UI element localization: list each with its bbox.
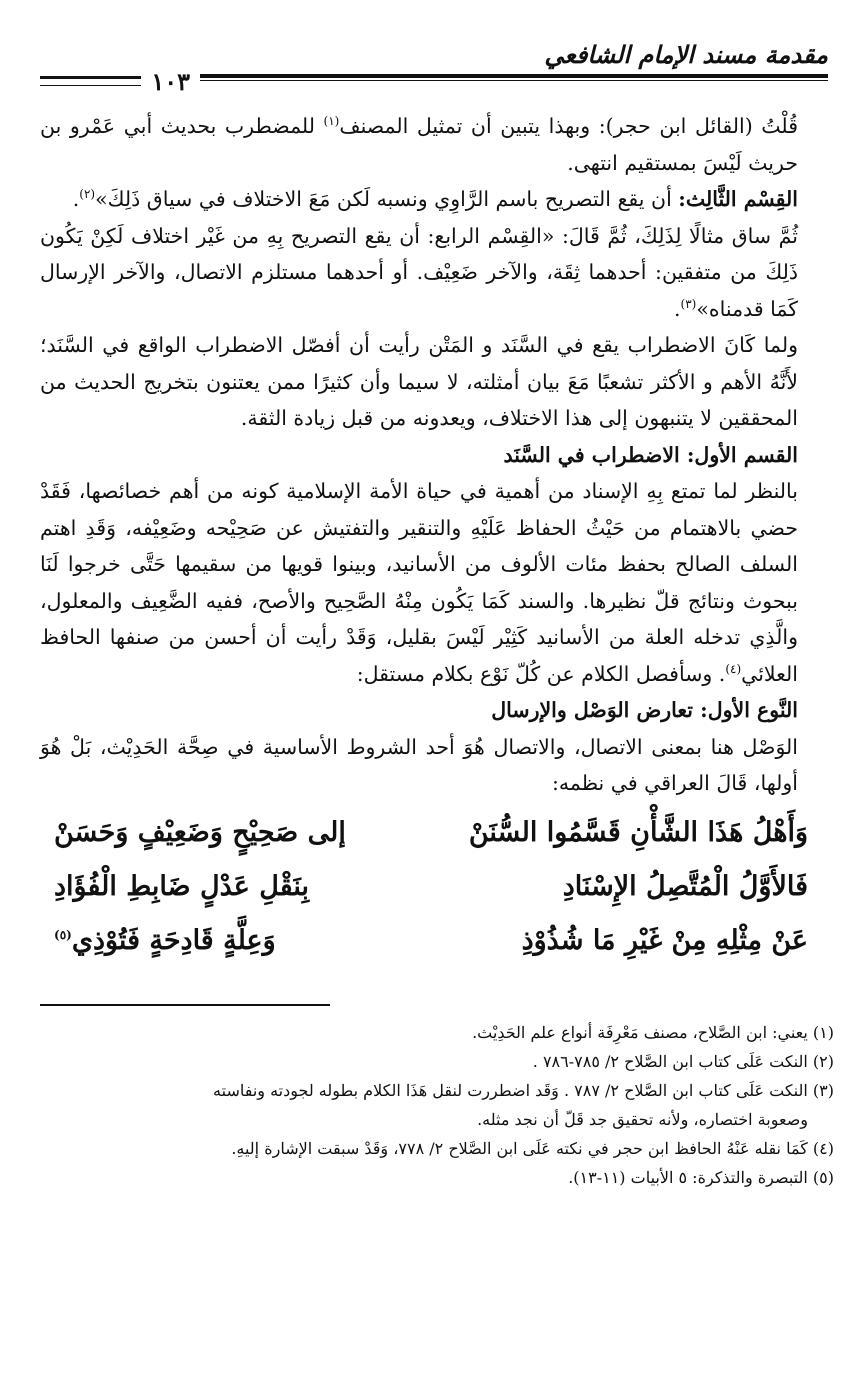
verse-first-hemistich: فَالأَوَّلُ الْمُتَّصِلُ الإِسْنَادِ (562, 870, 808, 902)
verse-second-hemistich: إلى صَحِيْحٍ وَضَعِيْفٍ وَحَسَنْ (54, 816, 346, 848)
paragraph-text: ثُمَّ ساق مثالًا لِذَلِكَ، ثُمَّ قَالَ: «القِسْم الرابع: أن يقع التصريح بِهِ من غَيْر اختلاف لَكِنْ يَكُون ذَلِكَ من متفقين: أحدهما ثِقَة، والآخر ضَعِيْف. أو أحدهما مستلزم الاتصال، والآخر الإرسال كَمَا قدمناه» (40, 223, 798, 321)
paragraph (40, 218, 828, 328)
footnote-separator (40, 1004, 330, 1006)
paragraph (40, 327, 828, 437)
paragraph-text: للمضطرب بحديث أبي عَمْرو بن حريث لَيْسَ بمستقيم انتهى. (40, 114, 798, 175)
verse-first-hemistich: عَنْ مِثْلِهِ مِنْ غَيْرِ مَا شُذُوْذِ (521, 924, 808, 956)
footnote-continuation: وصعوبة اختصاره، ولأنه تحقيق جد قَلّ أن نجد مثله. (477, 1109, 808, 1129)
page-number: ١٠٣ (141, 67, 200, 96)
paragraph-text: ولما كَانَ الاضطراب يقع في السَّنَد و المَتْن رأيت أن أفصّل الاضطراب الواقع في السَّنَد؛ لأَنَّهُ الأهم و الأكثر تشعبًا مَعَ بيان أمثلته، لا سيما وأن كثيرًا ممن يعتنون بتخريج الحديث من المحققين لا يتنبهون إلى هذا الاختلاف، ويعدونه من قبل زيادة الثقة. (40, 333, 798, 430)
paragraph (40, 729, 828, 802)
page-number-rule (40, 76, 141, 86)
footnote-ref: (٢) (79, 187, 96, 202)
paragraph (40, 108, 828, 181)
footnote-ref: (٥) (54, 927, 72, 942)
poem-verse (40, 860, 828, 914)
heading-text: النَّوع الأول: تعارض الوَصْل والإرسال (491, 698, 798, 722)
paragraph (40, 181, 828, 218)
footnote: (٣) النكت عَلَى كتاب ابن الصَّلاح ٢/ ٧٨٧ . وَقَد اضطررت لنقل هَذَا الكلام بطوله لجودته ونفاسته (213, 1080, 834, 1100)
section-heading (40, 437, 828, 474)
book-title: مقدمة مسند الإمام الشافعي (544, 40, 828, 69)
verse-first-hemistich: وَأَهْلُ هَذَا الشَّأْنِ قَسَّمُوا السُّنَنْ (468, 816, 808, 848)
paragraph-text: . (674, 296, 681, 321)
poem-verse (40, 806, 828, 860)
verse-second-hemistich: بِنَقْلِ عَدْلٍ ضَابِطِ الْفُؤَادِ (54, 870, 310, 902)
footnote-ref: (١) (323, 114, 340, 129)
running-header (40, 40, 828, 102)
verse-text: وَعِلَّةٍ قَادِحَةٍ فَتُوْذِي (71, 924, 276, 956)
footnotes (40, 1018, 834, 1192)
paragraph-text: بالنظر لما تمتع بِهِ الإسناد من أهمية في حياة الأمة الإسلامية كونه من أهم خصائصها، فَقَدْ حضي بالاهتمام من حَيْثُ الحفاظ عَلَيْهِ والتنقير والتفتيش عن صَحِيْحه وضَعِيْفه، وَقَدِ اهتم السلف الصالح بحفظ مئات الألوف من الأسانيد، وبينوا قويها من سقيمها حَتَّى خرجوا لَنَا ببحوث ونتائج قلّ نظيرها. والسند كَمَا يَكُون مِنْهُ الصَّحِيح والأصح، ففيه الضَّعِيف والمعلول، والَّذِي تدخله العلة من الأسانيد كَثِيْر لَيْسَ بقليل، وَقَدْ رأيت أن أحسن من صنفها الحافظ العلائي (40, 479, 798, 686)
paragraph (40, 473, 828, 692)
poem-verse (40, 914, 828, 968)
verse-second-hemistich (54, 914, 276, 968)
main-text (40, 108, 828, 968)
paragraph-text: الوَصْل هنا بمعنى الاتصال، والاتصال هُوَ أحد الشروط الأساسية في صِحَّة الحَدِيْث، بَلْ هُوَ أولها، قَالَ العراقي في نظمه: (40, 734, 798, 795)
section-heading (40, 692, 828, 729)
page-number-box (40, 64, 200, 98)
poem (40, 806, 828, 968)
paragraph-text: . وسأفصل الكلام عن كُلّ نَوْع بكلام مستقل: (356, 661, 726, 686)
footnote: (٥) التبصرة والتذكرة: ٥ الأبيات (١١-١٣). (568, 1167, 834, 1187)
paragraph-text: قُلْتُ (القائل ابن حجر): وبهذا يتبين أن تمثيل المصنف (339, 114, 799, 138)
paragraph-text: أن يقع التصريح باسم الرَّاوِي ونسبه لَكن مَعَ الاختلاف في سياق ذَلِكَ» (95, 187, 679, 211)
footnote-ref: (٣) (680, 296, 697, 311)
footnote-ref: (٤) (725, 661, 742, 676)
section-label: القِسْم الثَّالِث: (678, 187, 798, 211)
paragraph-text: . (72, 187, 80, 211)
book-page (40, 40, 834, 1192)
footnote: (١) يعني: ابن الصَّلاح، مصنف مَعْرِفَة أنواع علم الحَدِيْث. (472, 1022, 834, 1042)
heading-text: القسم الأول: الاضطراب في السَّنَد (503, 442, 798, 467)
footnote: (٢) النكت عَلَى كتاب ابن الصَّلاح ٢/ ٧٨٥-٧٨٦ . (532, 1051, 834, 1071)
footnote: (٤) كَمَا نقله عَنْهُ الحافظ ابن حجر في نكته عَلَى ابن الصَّلاح ٢/ ٧٧٨، وَقَدْ سبقت الإشارة إليهِ. (231, 1138, 834, 1158)
